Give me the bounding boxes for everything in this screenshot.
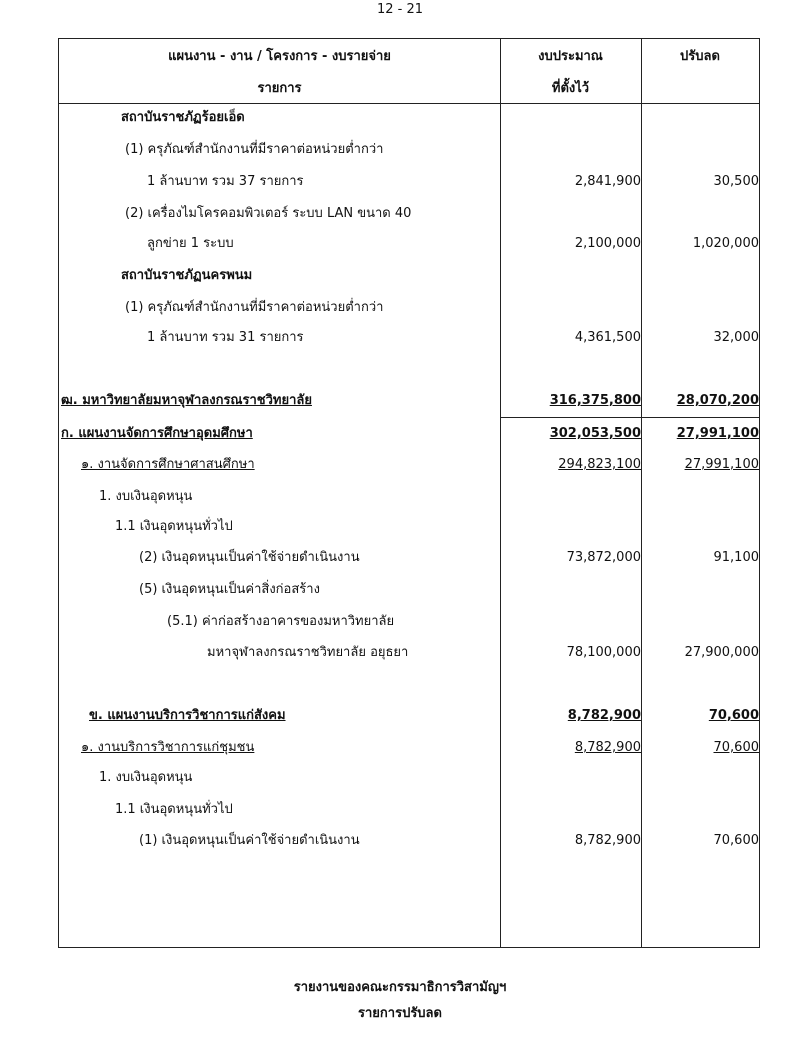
subtotal-divider <box>500 417 759 418</box>
table-row <box>59 327 759 349</box>
row-budget-amount: 4,361,500 <box>574 330 641 345</box>
table-row <box>59 830 759 852</box>
table-row <box>59 767 759 789</box>
row-adjust-amount: 91,100 <box>713 550 759 565</box>
page-number: 12 - 21 <box>376 2 424 17</box>
table-row <box>59 737 759 759</box>
row-description: (1) ครุภัณฑ์สำนักงานที่มีราคาต่อหน่วยต่ำกว่า <box>125 300 384 315</box>
row-description: สถาบันราชภัฏร้อยเอ็ด <box>121 110 245 125</box>
table-row <box>59 390 759 412</box>
row-budget-amount: 73,872,000 <box>566 550 641 565</box>
row-budget-amount: 302,053,500 <box>549 426 641 441</box>
header-budget-line1: งบประมาณ <box>538 49 603 64</box>
row-description: ข. แผนงานบริการวิชาการแก่สังคม <box>89 708 286 723</box>
row-budget-amount: 2,100,000 <box>574 236 641 251</box>
table-row <box>59 171 759 193</box>
row-adjust-amount: 1,020,000 <box>692 236 759 251</box>
row-description: ๑. งานบริการวิชาการแก่ชุมชน <box>81 740 255 755</box>
header-adjust: ปรับลด <box>680 49 720 64</box>
table-row <box>59 454 759 476</box>
header-item-line1: แผนงาน - งาน / โครงการ - งบรายจ่าย <box>168 49 391 64</box>
row-budget-amount: 8,782,900 <box>574 833 641 848</box>
table-row <box>59 139 759 161</box>
footer-committee-report: รายงานของคณะกรรมาธิการวิสามัญฯ <box>293 980 507 995</box>
table-row <box>59 265 759 287</box>
row-budget-amount: 78,100,000 <box>566 645 641 660</box>
footer-reduction-list: รายการปรับลด <box>358 1006 442 1021</box>
row-budget-amount: 2,841,900 <box>574 174 641 189</box>
header-divider <box>59 103 759 104</box>
row-budget-amount: 294,823,100 <box>558 457 641 472</box>
row-adjust-amount: 27,900,000 <box>684 645 759 660</box>
header-budget-line2: ที่ตั้งไว้ <box>551 81 590 96</box>
row-adjust-amount: 70,600 <box>713 833 759 848</box>
row-adjust-amount: 28,070,200 <box>676 393 759 408</box>
table-row <box>59 233 759 255</box>
row-adjust-amount: 27,991,100 <box>684 457 759 472</box>
table-row <box>59 547 759 569</box>
row-budget-amount: 8,782,900 <box>567 708 641 723</box>
table-row <box>59 579 759 601</box>
table-row <box>59 611 759 633</box>
table-row <box>59 297 759 319</box>
row-adjust-amount: 27,991,100 <box>676 426 759 441</box>
table-row <box>59 107 759 129</box>
row-description: (2) เงินอุดหนุนเป็นค่าใช้จ่ายดำเนินงาน <box>139 550 360 565</box>
row-description: (5.1) ค่าก่อสร้างอาคารของมหาวิทยาลัย <box>167 614 395 629</box>
row-adjust-amount: 70,600 <box>713 740 759 755</box>
row-description: (1) ครุภัณฑ์สำนักงานที่มีราคาต่อหน่วยต่ำกว่า <box>125 142 384 157</box>
row-description: 1 ล้านบาท รวม 31 รายการ <box>147 330 304 345</box>
row-description: ก. แผนงานจัดการศึกษาอุดมศึกษา <box>61 426 253 441</box>
row-description: 1. งบเงินอุดหนุน <box>99 489 193 504</box>
table-row <box>59 203 759 225</box>
table-row <box>59 486 759 508</box>
table-row <box>59 642 759 664</box>
table-row <box>59 705 759 727</box>
row-description: (2) เครื่องไมโครคอมพิวเตอร์ ระบบ LAN ขนาด 40 <box>125 206 412 221</box>
budget-table <box>58 38 760 948</box>
row-description: 1. งบเงินอุดหนุน <box>99 770 193 785</box>
row-budget-amount: 316,375,800 <box>549 393 641 408</box>
row-description: (1) เงินอุดหนุนเป็นค่าใช้จ่ายดำเนินงาน <box>139 833 360 848</box>
row-description: (5) เงินอุดหนุนเป็นค่าสิ่งก่อสร้าง <box>139 582 320 597</box>
header-item-line2: รายการ <box>257 81 302 96</box>
table-row <box>59 799 759 821</box>
row-description: 1.1 เงินอุดหนุนทั่วไป <box>115 519 233 534</box>
row-adjust-amount: 30,500 <box>713 174 759 189</box>
row-description: ๑. งานจัดการศึกษาศาสนศึกษา <box>81 457 255 472</box>
row-description: 1 ล้านบาท รวม 37 รายการ <box>147 174 304 189</box>
row-description: ลูกข่าย 1 ระบบ <box>147 236 234 251</box>
row-adjust-amount: 70,600 <box>708 708 759 723</box>
table-row <box>59 516 759 538</box>
row-description: สถาบันราชภัฏนครพนม <box>121 268 253 283</box>
row-budget-amount: 8,782,900 <box>574 740 641 755</box>
row-description: ฒ. มหาวิทยาลัยมหาจุฬาลงกรณราชวิทยาลัย <box>61 393 312 408</box>
row-description: มหาจุฬาลงกรณราชวิทยาลัย อยุธยา <box>207 645 409 660</box>
row-description: 1.1 เงินอุดหนุนทั่วไป <box>115 802 233 817</box>
table-row <box>59 423 759 445</box>
row-adjust-amount: 32,000 <box>713 330 759 345</box>
